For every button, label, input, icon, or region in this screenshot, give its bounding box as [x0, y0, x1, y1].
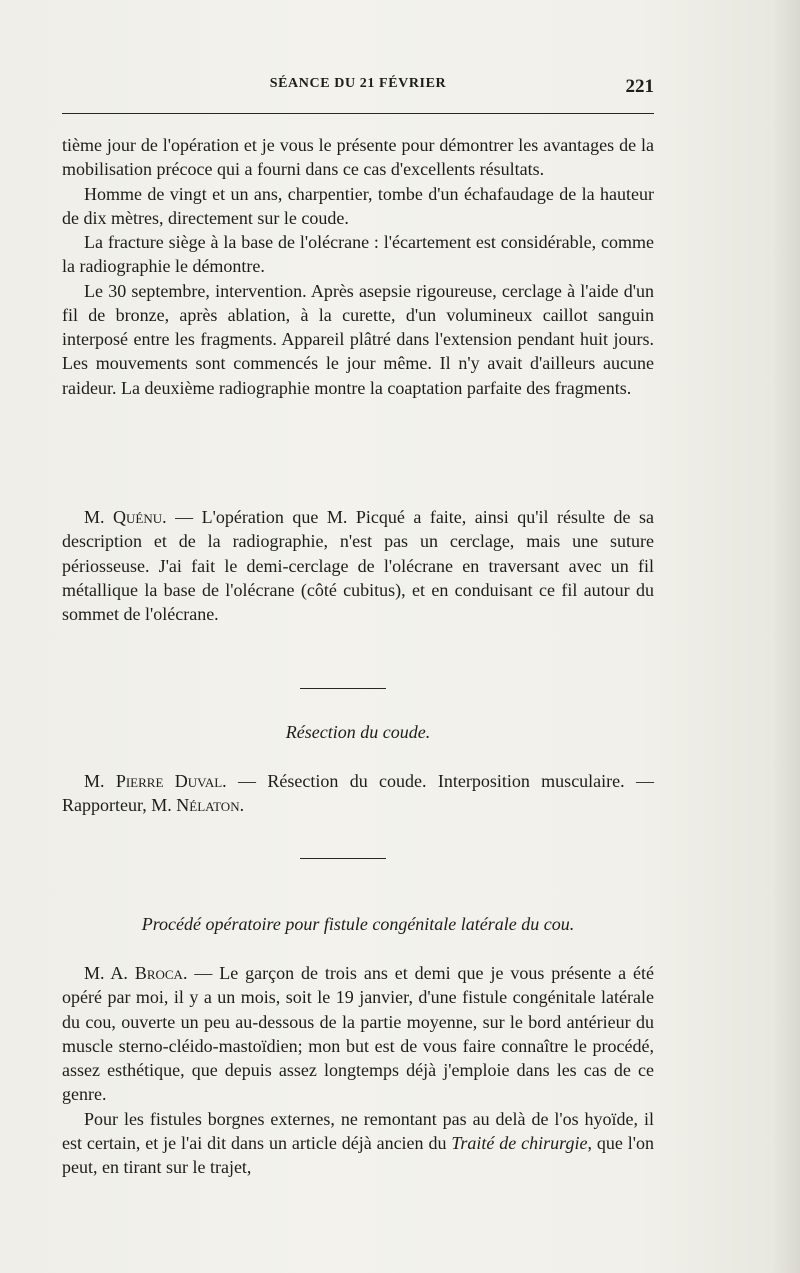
- running-head: SÉANCE DU 21 FÉVRIER: [269, 76, 447, 91]
- paragraph-continuation: tième jour de l'opération et je vous le présente pour démontrer les avantages de la mobilisation précoce qui a fourni dans ce cas d'excellents résultats.: [62, 135, 654, 180]
- quenu-text: — L'opération que M. Picqué a faite, ainsi qu'il résulte de sa description et de la radiographie, n'est pas un cerclage, mais une suture périosseuse. J'ai fait le demi-cerclage de l'olécrane en traversant avec un fil métallique la base de l'olécrane (côté cubitus), et en conduisant ce fil autour du sommet de l'olécrane.: [62, 507, 655, 624]
- paragraph-patient: Homme de vingt et un ans, charpentier, tombe d'un échafaudage de la hauteur de dix mètres, directement sur le coude.: [62, 183, 654, 228]
- duval-text: — Résection du coude. Interposition musculaire. — Rapporteur, M.: [62, 771, 654, 816]
- paragraph-quenu: [62, 505, 654, 626]
- page-header: [62, 76, 654, 100]
- duval-end: .: [239, 795, 245, 816]
- section-divider-1: [300, 688, 386, 689]
- page-number: 221: [625, 76, 654, 97]
- header-rule: [62, 113, 654, 114]
- section-divider-2: [300, 858, 386, 859]
- reporter-name: Nélaton: [176, 795, 240, 816]
- speaker-duval: M. Pierre Duval.: [84, 771, 227, 791]
- duval-block: [62, 769, 654, 818]
- section-title-fistule: Procédé opératoire pour fistule congénitale latérale du cou.: [141, 914, 575, 934]
- paragraph-fistules: [62, 1107, 654, 1180]
- fistules-text-start: Pour les fistules borgnes externes, ne remontant pas au delà de l'os hyoïde, il est certain, et je l'ai dit dans un article déjà ancien du: [62, 1108, 654, 1153]
- paragraph-broca: [62, 961, 654, 1107]
- paragraph-duval: [62, 769, 654, 818]
- traite-title: Traité de chirurgie: [451, 1132, 588, 1153]
- broca-text: — Le garçon de trois ans et demi que je vous présente a été opéré par moi, il y a un mois, soit le 19 janvier, d'une fistule congénitale latérale du cou, ouverte un peu au-dessous de la partie moyenne, sur le bord antérieur du muscle sterno-cléido-mastoïdien; mon but est de vous faire connaître le procédé, assez esthétique, que depuis assez longtemps déjà j'emploie dans les cas de ce genre.: [62, 963, 654, 1105]
- paragraph-intervention: Le 30 septembre, intervention. Après asepsie rigoureuse, cerclage à l'aide d'un fil de bronze, après ablation, à la curette, d'un volumineux caillot sanguin interposé entre les fragments. Appareil plâtré dans l'extension pendant huit jours. Les mouvements sont commencés le jour même. Il n'y avait d'ailleurs aucune raideur. La deuxième radiographie montre la coaptation parfaite des fragments.: [62, 280, 654, 398]
- quenu-block: [62, 505, 654, 626]
- fistules-text-end: , que l'on peut, en tirant sur le trajet,: [62, 1132, 654, 1177]
- broca-block: [62, 961, 654, 1179]
- speaker-broca: M. A. Broca.: [84, 963, 188, 983]
- intro-block: [62, 133, 654, 400]
- speaker-quenu: M. Quénu.: [84, 507, 167, 527]
- paragraph-fracture: La fracture siège à la base de l'olécrane : l'écartement est considérable, comme la radiographie le démontre.: [62, 232, 654, 277]
- section-title-resection: Résection du coude.: [285, 722, 431, 742]
